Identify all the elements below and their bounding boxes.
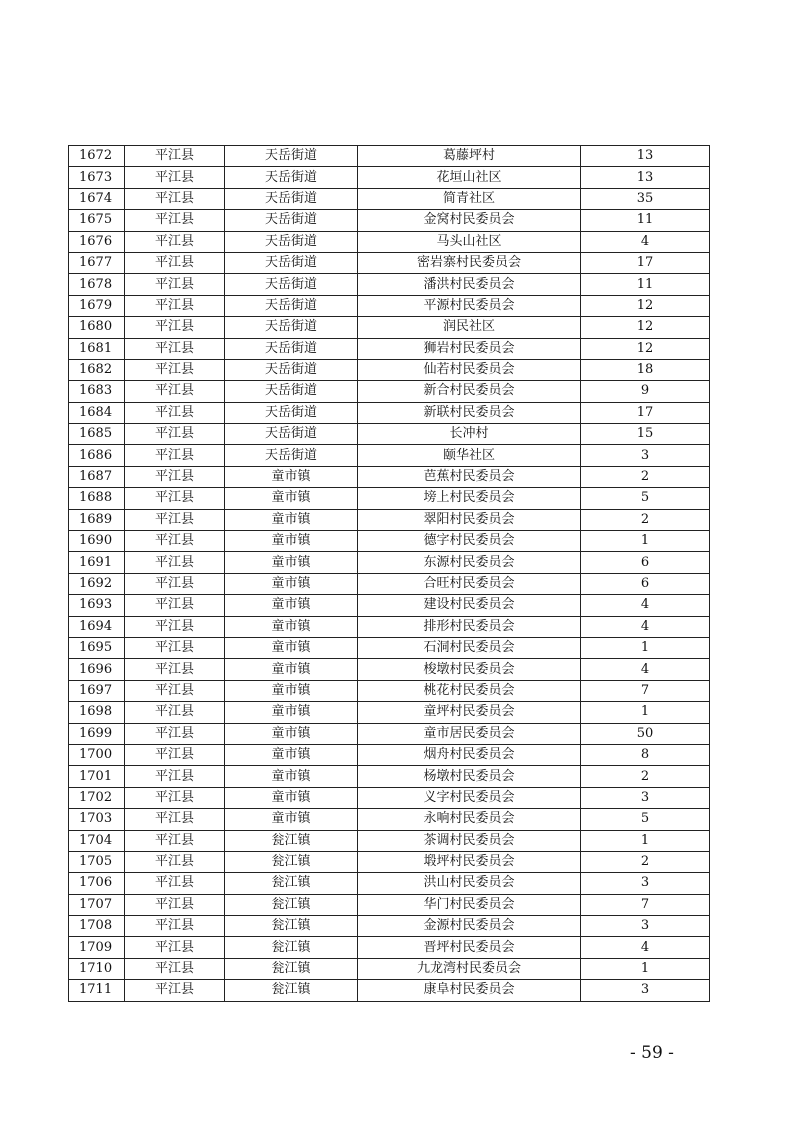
cell-count: 12: [581, 317, 710, 338]
cell-township: 天岳街道: [225, 295, 358, 316]
table-row: [69, 295, 710, 316]
cell-count: 2: [581, 509, 710, 530]
cell-township: 天岳街道: [225, 424, 358, 445]
cell-township: 天岳街道: [225, 402, 358, 423]
table-row: [69, 744, 710, 765]
cell-township: 童市镇: [225, 744, 358, 765]
table-row: [69, 573, 710, 594]
cell-village: 葛藤坪村: [358, 146, 581, 167]
cell-village: 童坪村民委员会: [358, 702, 581, 723]
cell-township: 童市镇: [225, 466, 358, 487]
cell-township: 天岳街道: [225, 359, 358, 380]
cell-village: 新合村民委员会: [358, 381, 581, 402]
cell-township: 童市镇: [225, 509, 358, 530]
cell-township: 童市镇: [225, 552, 358, 573]
table-row: [69, 338, 710, 359]
cell-count: 1: [581, 531, 710, 552]
cell-row-number: 1704: [69, 830, 125, 851]
cell-county: 平江县: [125, 509, 225, 530]
cell-count: 2: [581, 466, 710, 487]
cell-count: 4: [581, 937, 710, 958]
cell-count: 1: [581, 702, 710, 723]
cell-county: 平江县: [125, 338, 225, 359]
cell-county: 平江县: [125, 146, 225, 167]
table-row: [69, 466, 710, 487]
cell-county: 平江县: [125, 637, 225, 658]
cell-village: 杨墩村民委员会: [358, 766, 581, 787]
cell-count: 13: [581, 146, 710, 167]
cell-row-number: 1687: [69, 466, 125, 487]
cell-village: 桃花村民委员会: [358, 680, 581, 701]
cell-village: 仙若村民委员会: [358, 359, 581, 380]
cell-row-number: 1676: [69, 231, 125, 252]
cell-county: 平江县: [125, 916, 225, 937]
cell-row-number: 1701: [69, 766, 125, 787]
cell-township: 童市镇: [225, 616, 358, 637]
table-row: [69, 274, 710, 295]
cell-row-number: 1708: [69, 916, 125, 937]
table-row: [69, 637, 710, 658]
cell-village: 润民社区: [358, 317, 581, 338]
cell-count: 1: [581, 830, 710, 851]
cell-county: 平江县: [125, 295, 225, 316]
table-row: [69, 381, 710, 402]
cell-count: 3: [581, 980, 710, 1001]
cell-township: 童市镇: [225, 809, 358, 830]
table-row: [69, 702, 710, 723]
cell-count: 11: [581, 274, 710, 295]
table-row: [69, 809, 710, 830]
cell-count: 5: [581, 488, 710, 509]
cell-count: 3: [581, 787, 710, 808]
cell-township: 天岳街道: [225, 274, 358, 295]
cell-row-number: 1679: [69, 295, 125, 316]
table-row: [69, 894, 710, 915]
cell-township: 天岳街道: [225, 252, 358, 273]
cell-count: 3: [581, 445, 710, 466]
cell-township: 童市镇: [225, 723, 358, 744]
cell-village: 塝上村民委员会: [358, 488, 581, 509]
cell-county: 平江县: [125, 766, 225, 787]
cell-township: 童市镇: [225, 488, 358, 509]
cell-row-number: 1677: [69, 252, 125, 273]
cell-village: 洪山村民委员会: [358, 873, 581, 894]
cell-township: 童市镇: [225, 595, 358, 616]
data-table: [68, 145, 710, 1002]
cell-county: 平江县: [125, 231, 225, 252]
cell-count: 4: [581, 231, 710, 252]
cell-township: 童市镇: [225, 659, 358, 680]
cell-county: 平江县: [125, 616, 225, 637]
cell-township: 童市镇: [225, 531, 358, 552]
cell-row-number: 1696: [69, 659, 125, 680]
table-row: [69, 958, 710, 979]
cell-township: 瓮江镇: [225, 916, 358, 937]
cell-row-number: 1674: [69, 188, 125, 209]
cell-county: 平江县: [125, 744, 225, 765]
table-row: [69, 167, 710, 188]
cell-row-number: 1703: [69, 809, 125, 830]
cell-row-number: 1685: [69, 424, 125, 445]
cell-township: 瓮江镇: [225, 958, 358, 979]
cell-county: 平江县: [125, 381, 225, 402]
cell-township: 童市镇: [225, 766, 358, 787]
cell-count: 9: [581, 381, 710, 402]
cell-county: 平江县: [125, 573, 225, 594]
cell-row-number: 1691: [69, 552, 125, 573]
cell-village: 简青社区: [358, 188, 581, 209]
table-row: [69, 680, 710, 701]
table-row: [69, 723, 710, 744]
cell-village: 塅坪村民委员会: [358, 851, 581, 872]
page-number: - 59 -: [630, 1043, 674, 1063]
table-row: [69, 359, 710, 380]
cell-count: 7: [581, 680, 710, 701]
cell-count: 4: [581, 595, 710, 616]
cell-township: 童市镇: [225, 702, 358, 723]
cell-count: 18: [581, 359, 710, 380]
table-row: [69, 402, 710, 423]
cell-county: 平江县: [125, 659, 225, 680]
cell-row-number: 1694: [69, 616, 125, 637]
table-row: [69, 210, 710, 231]
cell-township: 天岳街道: [225, 167, 358, 188]
cell-county: 平江县: [125, 937, 225, 958]
table-row: [69, 766, 710, 787]
cell-row-number: 1686: [69, 445, 125, 466]
cell-village: 潘洪村民委员会: [358, 274, 581, 295]
cell-village: 金窝村民委员会: [358, 210, 581, 231]
cell-row-number: 1705: [69, 851, 125, 872]
cell-village: 东源村民委员会: [358, 552, 581, 573]
table-row: [69, 659, 710, 680]
cell-row-number: 1702: [69, 787, 125, 808]
cell-count: 6: [581, 573, 710, 594]
table-row: [69, 851, 710, 872]
cell-count: 11: [581, 210, 710, 231]
cell-village: 义字村民委员会: [358, 787, 581, 808]
cell-count: 15: [581, 424, 710, 445]
cell-county: 平江县: [125, 188, 225, 209]
cell-count: 8: [581, 744, 710, 765]
cell-village: 密岩寨村民委员会: [358, 252, 581, 273]
cell-count: 12: [581, 295, 710, 316]
table-row: [69, 616, 710, 637]
cell-count: 1: [581, 958, 710, 979]
cell-county: 平江县: [125, 980, 225, 1001]
cell-county: 平江县: [125, 830, 225, 851]
cell-county: 平江县: [125, 488, 225, 509]
cell-row-number: 1682: [69, 359, 125, 380]
table-row: [69, 552, 710, 573]
cell-count: 6: [581, 552, 710, 573]
cell-village: 芭蕉村民委员会: [358, 466, 581, 487]
cell-county: 平江县: [125, 252, 225, 273]
cell-row-number: 1697: [69, 680, 125, 701]
cell-count: 4: [581, 616, 710, 637]
cell-county: 平江县: [125, 317, 225, 338]
cell-township: 童市镇: [225, 680, 358, 701]
cell-count: 17: [581, 252, 710, 273]
cell-village: 石洞村民委员会: [358, 637, 581, 658]
table-row: [69, 873, 710, 894]
cell-township: 瓮江镇: [225, 830, 358, 851]
cell-village: 九龙湾村民委员会: [358, 958, 581, 979]
cell-row-number: 1681: [69, 338, 125, 359]
cell-village: 德字村民委员会: [358, 531, 581, 552]
cell-row-number: 1680: [69, 317, 125, 338]
cell-count: 7: [581, 894, 710, 915]
cell-village: 晋坪村民委员会: [358, 937, 581, 958]
cell-township: 瓮江镇: [225, 894, 358, 915]
cell-row-number: 1710: [69, 958, 125, 979]
cell-row-number: 1689: [69, 509, 125, 530]
cell-village: 排形村民委员会: [358, 616, 581, 637]
cell-county: 平江县: [125, 445, 225, 466]
cell-township: 瓮江镇: [225, 980, 358, 1001]
table-row: [69, 830, 710, 851]
table-row: [69, 937, 710, 958]
cell-village: 长冲村: [358, 424, 581, 445]
cell-row-number: 1672: [69, 146, 125, 167]
cell-township: 天岳街道: [225, 210, 358, 231]
cell-county: 平江县: [125, 680, 225, 701]
table-row: [69, 424, 710, 445]
cell-village: 建设村民委员会: [358, 595, 581, 616]
cell-row-number: 1684: [69, 402, 125, 423]
cell-village: 烟舟村民委员会: [358, 744, 581, 765]
cell-row-number: 1690: [69, 531, 125, 552]
table-row: [69, 317, 710, 338]
cell-count: 2: [581, 766, 710, 787]
table-row: [69, 252, 710, 273]
cell-county: 平江县: [125, 274, 225, 295]
cell-village: 茶调村民委员会: [358, 830, 581, 851]
cell-county: 平江县: [125, 958, 225, 979]
cell-county: 平江县: [125, 723, 225, 744]
cell-row-number: 1675: [69, 210, 125, 231]
cell-row-number: 1673: [69, 167, 125, 188]
cell-township: 瓮江镇: [225, 851, 358, 872]
cell-count: 35: [581, 188, 710, 209]
cell-row-number: 1693: [69, 595, 125, 616]
cell-county: 平江县: [125, 595, 225, 616]
cell-row-number: 1695: [69, 637, 125, 658]
cell-county: 平江县: [125, 424, 225, 445]
cell-count: 3: [581, 916, 710, 937]
cell-village: 金源村民委员会: [358, 916, 581, 937]
table-row: [69, 531, 710, 552]
cell-village: 梭墩村民委员会: [358, 659, 581, 680]
cell-count: 13: [581, 167, 710, 188]
cell-row-number: 1688: [69, 488, 125, 509]
cell-county: 平江县: [125, 809, 225, 830]
cell-count: 5: [581, 809, 710, 830]
cell-count: 12: [581, 338, 710, 359]
table-row: [69, 787, 710, 808]
cell-county: 平江县: [125, 402, 225, 423]
cell-village: 翠阳村民委员会: [358, 509, 581, 530]
cell-count: 17: [581, 402, 710, 423]
table-row: [69, 509, 710, 530]
cell-township: 天岳街道: [225, 188, 358, 209]
cell-county: 平江县: [125, 552, 225, 573]
cell-township: 天岳街道: [225, 146, 358, 167]
table-row: [69, 231, 710, 252]
cell-village: 颐华社区: [358, 445, 581, 466]
table-row: [69, 916, 710, 937]
cell-township: 天岳街道: [225, 317, 358, 338]
cell-county: 平江县: [125, 210, 225, 231]
cell-township: 童市镇: [225, 573, 358, 594]
table-row: [69, 488, 710, 509]
cell-village: 新联村民委员会: [358, 402, 581, 423]
cell-village: 狮岩村民委员会: [358, 338, 581, 359]
cell-count: 4: [581, 659, 710, 680]
table-row: [69, 595, 710, 616]
cell-county: 平江县: [125, 702, 225, 723]
cell-village: 童市居民委员会: [358, 723, 581, 744]
table-row: [69, 445, 710, 466]
cell-township: 童市镇: [225, 787, 358, 808]
cell-count: 1: [581, 637, 710, 658]
cell-county: 平江县: [125, 167, 225, 188]
cell-township: 童市镇: [225, 637, 358, 658]
cell-village: 马头山社区: [358, 231, 581, 252]
cell-county: 平江县: [125, 359, 225, 380]
cell-row-number: 1699: [69, 723, 125, 744]
cell-row-number: 1700: [69, 744, 125, 765]
cell-count: 50: [581, 723, 710, 744]
cell-village: 永响村民委员会: [358, 809, 581, 830]
cell-township: 瓮江镇: [225, 937, 358, 958]
table-row: [69, 146, 710, 167]
table-row: [69, 188, 710, 209]
cell-township: 天岳街道: [225, 445, 358, 466]
cell-township: 天岳街道: [225, 338, 358, 359]
cell-village: 合旺村民委员会: [358, 573, 581, 594]
cell-county: 平江县: [125, 894, 225, 915]
cell-township: 瓮江镇: [225, 873, 358, 894]
cell-row-number: 1683: [69, 381, 125, 402]
cell-township: 天岳街道: [225, 231, 358, 252]
cell-count: 3: [581, 873, 710, 894]
cell-county: 平江县: [125, 873, 225, 894]
cell-county: 平江县: [125, 466, 225, 487]
cell-row-number: 1711: [69, 980, 125, 1001]
cell-row-number: 1709: [69, 937, 125, 958]
cell-village: 花垣山社区: [358, 167, 581, 188]
cell-village: 平源村民委员会: [358, 295, 581, 316]
cell-village: 康阜村民委员会: [358, 980, 581, 1001]
cell-row-number: 1698: [69, 702, 125, 723]
cell-count: 2: [581, 851, 710, 872]
cell-township: 天岳街道: [225, 381, 358, 402]
cell-row-number: 1706: [69, 873, 125, 894]
cell-county: 平江县: [125, 851, 225, 872]
cell-village: 华门村民委员会: [358, 894, 581, 915]
cell-county: 平江县: [125, 787, 225, 808]
cell-county: 平江县: [125, 531, 225, 552]
table-row: [69, 980, 710, 1001]
cell-row-number: 1678: [69, 274, 125, 295]
cell-row-number: 1707: [69, 894, 125, 915]
cell-row-number: 1692: [69, 573, 125, 594]
